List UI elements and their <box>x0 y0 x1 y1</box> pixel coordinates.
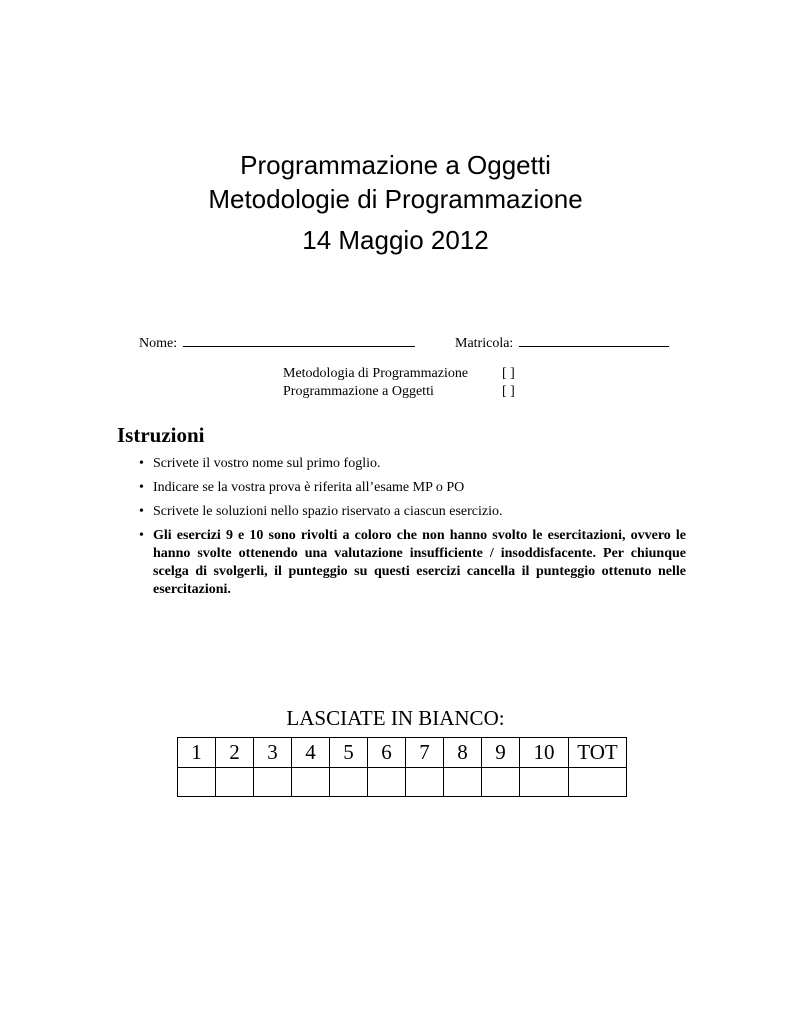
instructions-heading: Istruzioni <box>117 423 205 447</box>
instruction-text: Scrivete le soluzioni nello spazio riservato a ciascun esercizio. <box>153 504 503 519</box>
course-checkbox[interactable]: [ ] <box>502 384 515 399</box>
score-column-header: 3 <box>254 738 292 768</box>
score-column-header: 4 <box>292 738 330 768</box>
bullet-icon: • <box>139 480 144 495</box>
instruction-text: Scrivete il vostro nome sul primo foglio. <box>153 456 381 471</box>
score-cell[interactable] <box>444 768 482 797</box>
list-item <box>139 479 686 497</box>
exam-title-line-1: Programmazione a Oggetti <box>240 150 551 180</box>
exam-title-block <box>0 148 791 257</box>
score-cell[interactable] <box>216 768 254 797</box>
score-cell[interactable] <box>406 768 444 797</box>
matricola-field[interactable] <box>519 334 669 347</box>
course-name: Metodologia di Programmazione <box>283 366 469 381</box>
score-column-header: 8 <box>444 738 482 768</box>
list-item <box>139 503 686 521</box>
score-column-header: 9 <box>482 738 520 768</box>
name-label: Nome: <box>139 336 178 351</box>
course-name: Programmazione a Oggetti <box>283 384 434 399</box>
score-column-header: 2 <box>216 738 254 768</box>
course-selection <box>283 365 522 401</box>
bullet-icon: • <box>139 528 144 543</box>
score-cell[interactable] <box>292 768 330 797</box>
name-field[interactable] <box>183 334 415 347</box>
score-cell[interactable] <box>569 768 627 797</box>
course-row-mp <box>283 365 522 383</box>
exam-title-line-2: Metodologie di Programmazione <box>208 184 583 214</box>
instruction-text: Gli esercizi 9 e 10 sono rivolti a coloro che non hanno svolto le esercitazioni, ovvero le hanno svolte ottenendo una valutazione insufficiente / insoddisfacente. Per chiunque scelga di svolgerli, il punteggio su questi esercizi cancella il punteggio ottenuto nelle esercitazioni. <box>153 528 686 597</box>
score-cell[interactable] <box>330 768 368 797</box>
course-checkbox[interactable]: [ ] <box>502 366 515 381</box>
score-column-header: 5 <box>330 738 368 768</box>
score-column-header: 7 <box>406 738 444 768</box>
instructions-list <box>139 455 686 605</box>
score-cell[interactable] <box>520 768 569 797</box>
name-field-row <box>139 334 415 352</box>
bullet-icon: • <box>139 504 144 519</box>
score-box-title: LASCIATE IN BIANCO: <box>286 706 505 730</box>
score-cell[interactable] <box>254 768 292 797</box>
exam-date: 14 Maggio 2012 <box>302 225 489 255</box>
score-cell[interactable] <box>368 768 406 797</box>
course-row-po <box>283 383 522 401</box>
matricola-label: Matricola: <box>455 336 514 351</box>
bullet-icon: • <box>139 456 144 471</box>
score-cell[interactable] <box>482 768 520 797</box>
score-column-header: 10 <box>520 738 569 768</box>
instruction-text: Indicare se la vostra prova è riferita all’esame MP o PO <box>153 480 465 495</box>
score-column-header: TOT <box>569 738 627 768</box>
matricola-field-row <box>455 334 669 352</box>
score-blank-row <box>178 768 627 797</box>
list-item <box>139 455 686 473</box>
score-column-header: 6 <box>368 738 406 768</box>
score-column-header: 1 <box>178 738 216 768</box>
score-header-row <box>178 738 627 768</box>
list-item <box>139 527 686 599</box>
score-cell[interactable] <box>178 768 216 797</box>
score-table <box>177 737 627 797</box>
